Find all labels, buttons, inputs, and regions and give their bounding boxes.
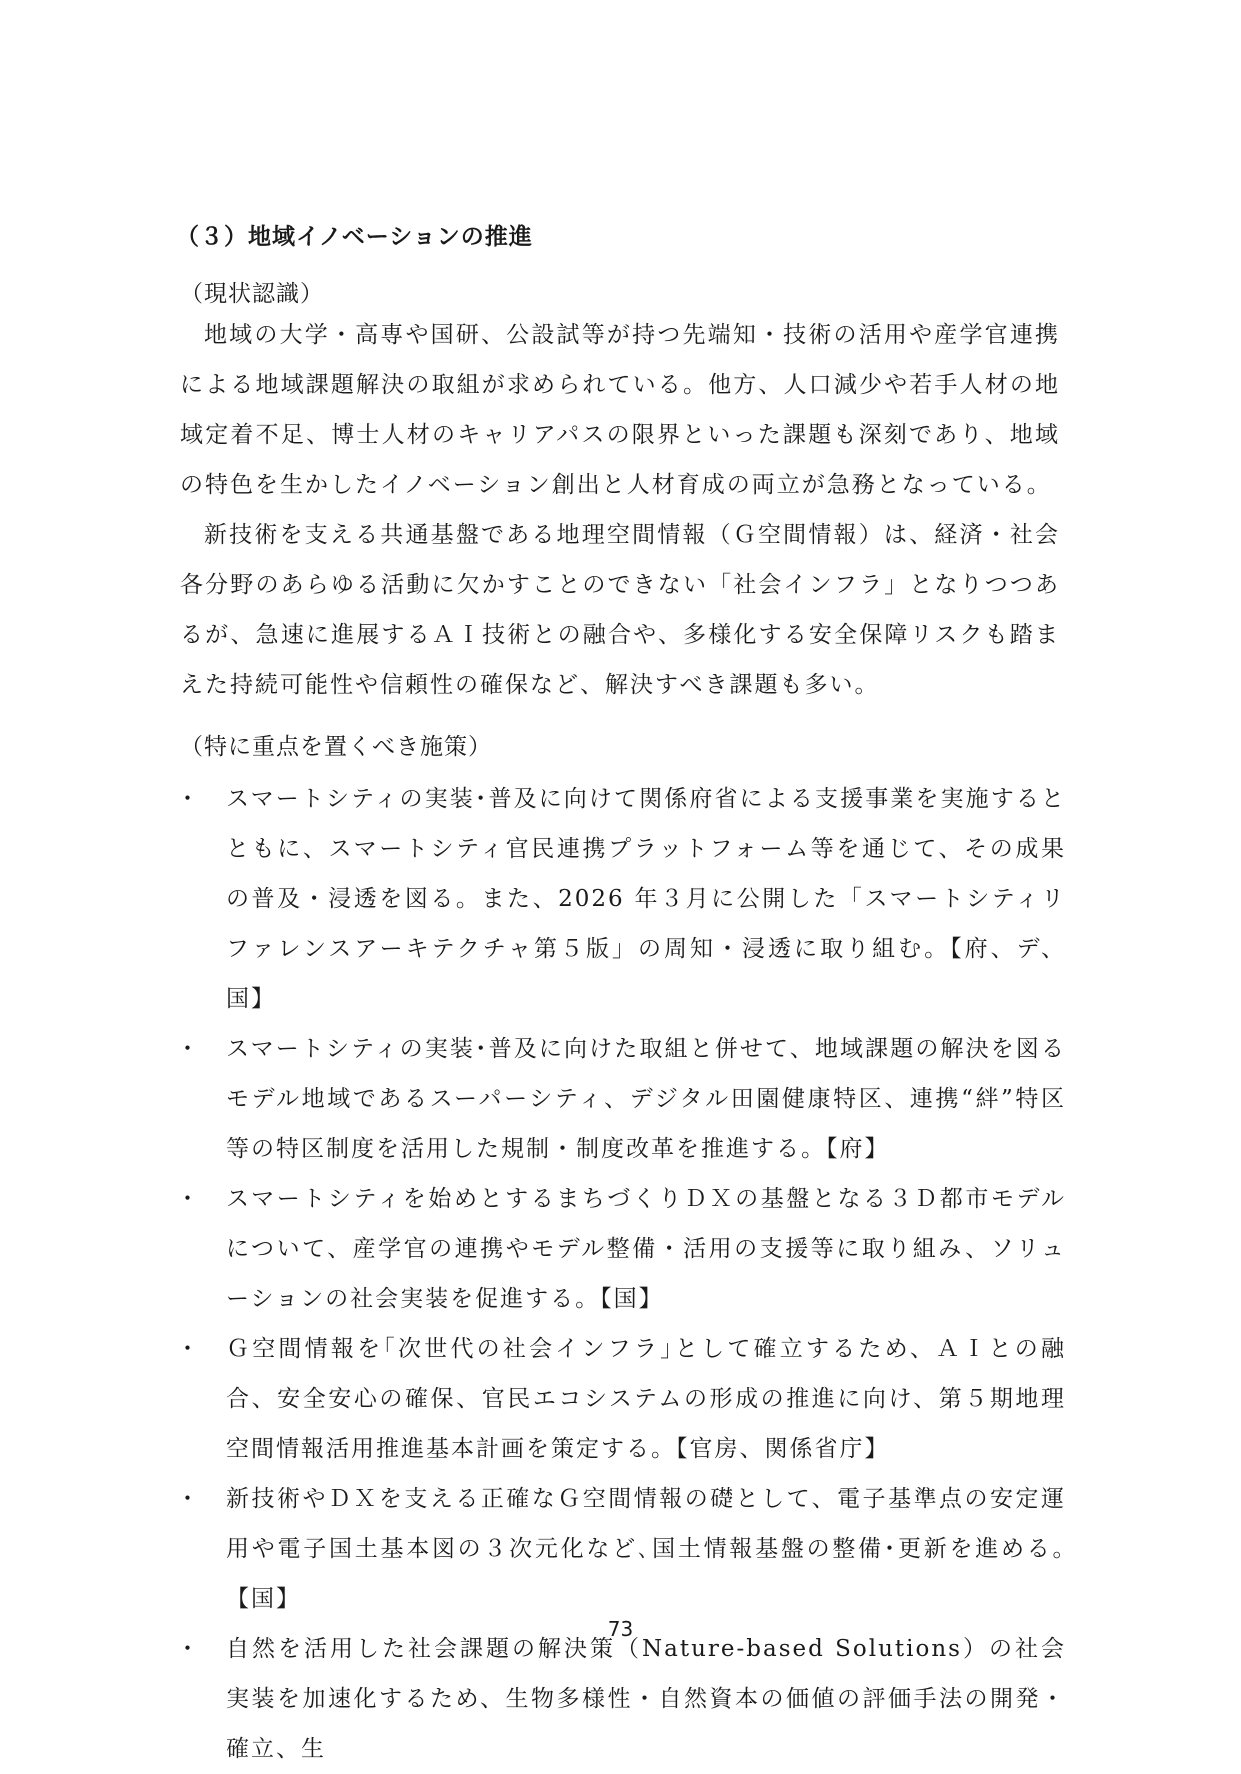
bullet-mark: ・ xyxy=(176,1336,201,1362)
list-item xyxy=(176,774,1066,1024)
bullet-mark: ・ xyxy=(176,786,201,812)
current-paragraph-2: 新技術を支える共通基盤である地理空間情報（Ｇ空間情報）は、経済・社会各分野のあらゆる活動に欠かすことのできない「社会インフラ」となりつつあるが、急速に進展するＡＩ技術との融合や、多様化する安全保障リスクも踏まえた持続可能性や信頼性の確保など、解決すべき課題も多い。 xyxy=(180,522,1060,698)
list-item xyxy=(176,1324,1066,1474)
measure-text: スマートシティの実装･普及に向けた取組と併せて、地域課題の解決を図るモデル地域であるスーパーシティ、デジタル田園健康特区、連携“絆”特区等の特区制度を活用した規制・制度改革を推進する。【府】 xyxy=(226,1036,1066,1162)
section-heading: （３）地域イノベーションの推進 xyxy=(176,224,533,250)
measure-text: Ｇ空間情報を｢次世代の社会インフラ｣として確立するため、ＡＩとの融合、安全安心の確保、官民エコシステムの形成の推進に向け、第５期地理空間情報活用推進基本計画を策定する。【官房、関係省庁】 xyxy=(226,1336,1066,1462)
measure-text: スマートシティを始めとするまちづくりＤＸの基盤となる３Ｄ都市モデルについて、産学官の連携やモデル整備・活用の支援等に取り組み、ソリューションの社会実装を促進する。【国】 xyxy=(226,1186,1066,1312)
list-item xyxy=(176,1024,1066,1174)
bullet-mark: ・ xyxy=(176,1186,201,1212)
list-item xyxy=(176,1174,1066,1324)
list-item xyxy=(176,1624,1066,1774)
page-number: 73 xyxy=(607,1617,634,1641)
list-item xyxy=(176,1474,1066,1624)
bullet-mark: ・ xyxy=(176,1486,201,1512)
current-status-label: （現状認識） xyxy=(180,281,324,307)
bullet-mark: ・ xyxy=(176,1636,201,1662)
current-paragraph-1: 地域の大学・高専や国研、公設試等が持つ先端知・技術の活用や産学官連携による地域課題解決の取組が求められている。他方、人口減少や若手人材の地域定着不足、博士人材のキャリアパスの限界といった課題も深刻であり、地域の特色を生かしたイノベーション創出と人材育成の両立が急務となっている。 xyxy=(180,322,1061,498)
measure-text: 自然を活用した社会課題の解決策（Nature-based Solutions）の社会実装を加速化するため、生物多様性・自然資本の価値の評価手法の開発・確立、生 xyxy=(226,1636,1066,1762)
measures-label: （特に重点を置くべき施策） xyxy=(180,734,492,760)
measure-text: 新技術やＤＸを支える正確なＧ空間情報の礎として、電子基準点の安定運用や電子国土基本図の３次元化など､国土情報基盤の整備･更新を進める｡【国】 xyxy=(226,1486,1067,1612)
measure-text: スマートシティの実装･普及に向けて関係府省による支援事業を実施するとともに、スマートシティ官民連携プラットフォーム等を通じて、その成果の普及・浸透を図る。また、2026 年３月に公開した「スマートシティリファレンスアーキテクチャ第５版」の周知・浸透に取り組む。【府、デ、国】 xyxy=(226,786,1066,1012)
bullet-mark: ・ xyxy=(176,1036,201,1062)
